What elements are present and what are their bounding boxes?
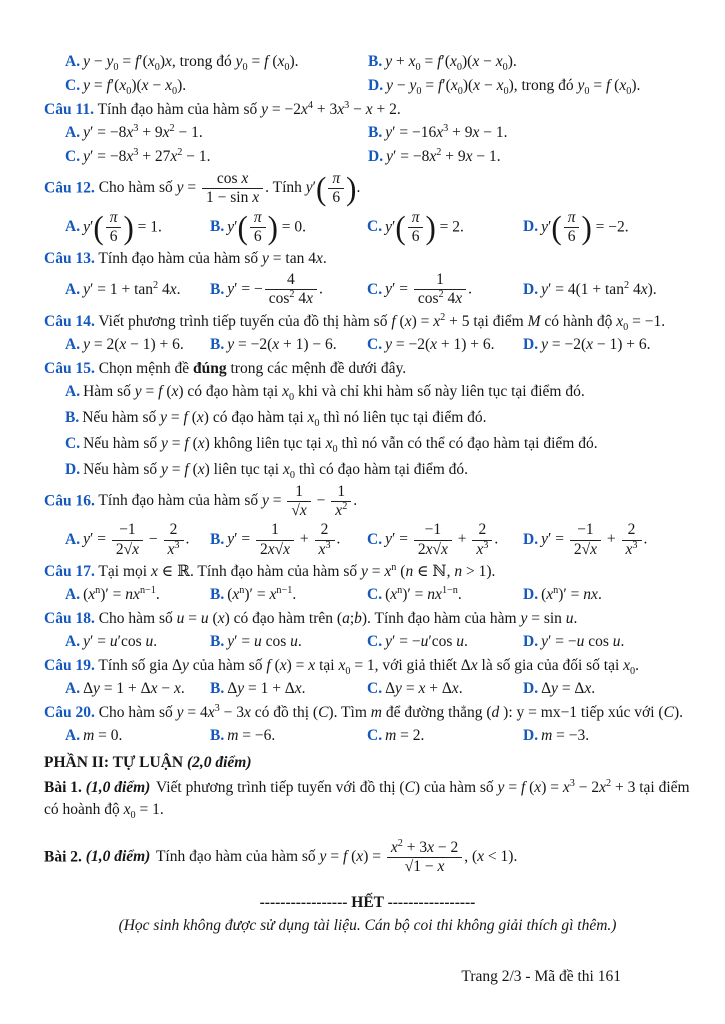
answer-option [367, 584, 523, 606]
option-letter: C. [65, 148, 81, 165]
answer-option [210, 725, 367, 747]
option-text: y′ = $\frac{-1}{2√x}$ + $\frac{2}{x^3}$ . [541, 521, 648, 558]
option-letter: B. [210, 585, 225, 603]
option-letter: D. [523, 679, 539, 697]
option-letter: B. [210, 632, 225, 650]
option-text: y′ = $\frac{-1}{2x√x}$ + $\frac{2}{x^3}$ . [385, 521, 499, 558]
page-footer: Trang 2/3 - Mã đề thi 161 [461, 968, 621, 985]
answer-option [65, 334, 210, 356]
option-letter: B. [210, 218, 225, 236]
answer-option [210, 209, 367, 247]
option-text: $y' = -8x^2 + 9x - 1$. [386, 146, 501, 165]
option-text: $(x^n)' = x^{n-1}$. [227, 584, 297, 603]
answer-option [367, 521, 523, 559]
option-text: m = −3. [541, 726, 590, 744]
question-number: Câu 20. [44, 703, 95, 721]
question-number: Câu 18. [44, 609, 95, 627]
option-text: y′( $\frac{\pi}{6}$ ) = 1. [83, 208, 162, 246]
problem-text: Tính đạo hàm của hàm số y = f (x) = $\frac{x^2 + 3x - 2}{√1 - x}$ , (x < 1). [155, 837, 518, 876]
option-text: y′ = −u′cos u. [385, 632, 468, 650]
question [44, 358, 691, 481]
part2-heading [44, 752, 691, 774]
option-text: $y - y_0 = f'(x_0)(x - x_0)$, trong đó $y_0 = f$ $(x_0)$. [386, 77, 641, 98]
option-text: m = 2. [385, 726, 425, 744]
options-row [44, 271, 691, 309]
answer-option [523, 334, 691, 356]
question-text: Tính đạo hàm của hàm số y = $\frac{1}{√x}$ − $\frac{1}{x^2}$ . [94, 482, 358, 519]
option-text: $(x^n)' = nx^{1-n}$. [385, 584, 462, 603]
option-letter: A. [65, 726, 81, 744]
option-letter: A. [65, 382, 81, 400]
answer-option [210, 631, 367, 653]
option-letter: D. [523, 632, 539, 650]
question-stem [44, 248, 691, 270]
question-text: Cho hàm số $y = 4x^3 - 3x$ có đồ thị (C). Tìm m để đường thẳng (d ): y = mx−1 tiếp xúc với (C). [94, 702, 683, 721]
options-row [44, 209, 691, 247]
option-letter: D. [523, 218, 539, 236]
answer-option [210, 271, 367, 309]
question-text: Tính đạo hàm của hàm số y = tan 4x. [94, 250, 327, 268]
option-letter: C. [65, 77, 81, 94]
answer-option [523, 678, 691, 700]
question-stem [44, 608, 691, 630]
option-letter: C. [367, 280, 383, 298]
options-row [44, 678, 691, 700]
question-number: Câu 14. [44, 312, 95, 330]
question [44, 311, 691, 356]
option-text: $y' = -8x^3 + 27x^2 - 1$. [83, 146, 211, 165]
answer-option [65, 631, 210, 653]
option-text: Hàm số y = f (x) có đạo hàm tại $x_0$ khi và chỉ khi hàm số này liên tục tại điểm đó. [83, 382, 585, 403]
essay-problem-2 [44, 839, 691, 877]
answer-option [523, 279, 691, 301]
question-number: Câu 15. [44, 359, 95, 377]
option-text: $y - y_0 = f'(x_0)x$, trong đó $y_0 = f$ $(x_0)$. [83, 53, 299, 74]
option-text: Δy = 1 + Δx. [227, 679, 306, 697]
options-row [44, 725, 691, 747]
problem-label: Bài 2. [44, 848, 82, 866]
answer-option [210, 678, 367, 700]
option-letter: C. [367, 632, 383, 650]
question-list [44, 51, 691, 747]
question-number: Câu 19. [44, 656, 95, 674]
option-text: y′( $\frac{\pi}{6}$ ) = 0. [227, 208, 307, 246]
option-text: y = −2(x + 1) + 6. [385, 335, 495, 353]
option-letter: B. [368, 53, 383, 70]
answer-option [367, 725, 523, 747]
option-letter: D. [65, 460, 81, 478]
question-number: Câu 12. [44, 179, 95, 197]
option-text: $y' = 4(1 + \tan^2 4x)$. [541, 279, 657, 298]
question-text: Cho hàm số y = $\frac{\text{cos x}}{\text{1 − sin x}}$ . Tính y′( $\frac{\pi}{6}$ ). [94, 170, 361, 208]
answer-option [523, 725, 691, 747]
option-text: y′ = $\frac{1}{\cos^2 4x}$ . [385, 271, 473, 308]
option-text: Nếu hàm số y = f (x) liên tục tại $x_0$ thì có đạo hàm tại điểm đó. [83, 460, 469, 481]
option-letter: A. [65, 531, 81, 549]
options-row [44, 122, 691, 168]
option-text: Δy = 1 + Δx − x. [83, 679, 185, 697]
option-text: $y' = -16x^3 + 9x - 1$. [385, 122, 508, 141]
option-text: y′ = u cos u. [227, 632, 302, 650]
option-letter: B. [65, 408, 80, 426]
answer-option [65, 122, 368, 144]
answer-option [65, 433, 691, 455]
option-letter: B. [368, 124, 383, 141]
answer-option [65, 279, 210, 301]
option-text: $y' = 1 + \tan^2 4x$. [83, 279, 181, 298]
question-text: Viết phương trình tiếp tuyến của đồ thị hàm số f $(x) = x^2 + 5$ tại điểm M có hành độ $x_0 = -1$. [94, 311, 666, 333]
answer-option [367, 334, 523, 356]
answer-option [523, 209, 691, 247]
option-letter: D. [368, 148, 384, 165]
option-text: y = 2(x − 1) + 6. [83, 335, 184, 353]
answer-option [367, 209, 523, 247]
option-letter: A. [65, 124, 81, 141]
option-text: $(x^n)' = nx^{n-1}$. [83, 584, 160, 603]
option-letter: A. [65, 335, 81, 353]
answer-option [367, 271, 523, 309]
answer-option [65, 678, 210, 700]
option-letter: B. [210, 679, 225, 697]
answer-option [368, 51, 691, 73]
part2-points: (2,0 điểm) [186, 753, 252, 771]
option-text: Nếu hàm số y = f (x) có đạo hàm tại $x_0$ thì nó liên tục tại điểm đó. [82, 408, 487, 429]
question-stem [44, 483, 691, 521]
answer-option [367, 631, 523, 653]
option-letter: C. [367, 531, 383, 549]
option-text: y′( $\frac{\pi}{6}$ ) = 2. [385, 208, 464, 246]
option-letter: A. [65, 218, 81, 236]
option-text: y = −2(x + 1) − 6. [227, 335, 337, 353]
question-number: Câu 17. [44, 562, 95, 580]
question-text: Tính số gia Δy của hàm số f (x) = x tại $x_0 = 1$, với giả thiết Δx là số gia của đối số tại $x_0$. [94, 656, 640, 677]
question-stem [44, 655, 691, 677]
end-note: (Học sinh không được sử dụng tài liệu. Cán bộ coi thi không giải thích gì thêm.) [118, 917, 617, 935]
answer-option [65, 459, 691, 481]
option-letter: B. [210, 335, 225, 353]
question [44, 702, 691, 747]
question-stem [44, 702, 691, 724]
option-text: Nếu hàm số y = f (x) không liên tục tại $x_0$ thì nó vẫn có thể có đạo hàm tại điểm đó. [83, 434, 598, 455]
option-text: m = 0. [83, 726, 123, 744]
option-letter: A. [65, 585, 81, 603]
option-letter: C. [65, 434, 81, 452]
question [44, 248, 691, 309]
option-text: y′ = −u cos u. [541, 632, 625, 650]
question [44, 170, 691, 246]
option-letter: B. [210, 726, 225, 744]
option-letter: D. [523, 280, 539, 298]
question-stem [44, 358, 691, 380]
part2-title: PHẦN II: TỰ LUẬN [44, 753, 184, 771]
essay-problem-1 [44, 777, 691, 821]
answer-option [368, 122, 691, 144]
answer-option [523, 584, 691, 606]
option-text: $(x^n)'$ = nx. [541, 584, 602, 603]
option-letter: C. [367, 679, 383, 697]
option-text: Δy = x + Δx. [385, 679, 463, 697]
options-row [44, 334, 691, 356]
option-letter: B. [210, 280, 225, 298]
option-text: y′ = − $\frac{4}{\cos^2 4x}$ . [227, 271, 323, 308]
question [44, 608, 691, 653]
option-text: y = −2(x − 1) + 6. [541, 335, 651, 353]
answer-option [523, 631, 691, 653]
option-letter: C. [367, 218, 383, 236]
option-letter: A. [65, 679, 81, 697]
answer-option [368, 146, 691, 168]
option-letter: B. [210, 531, 225, 549]
option-text: Δy = Δx. [541, 679, 596, 697]
options-row [44, 381, 691, 481]
option-text: y′ = $\frac{-1}{2√x}$ − $\frac{2}{x^3}$ . [83, 521, 190, 558]
option-text: $y' = -8x^3 + 9x^2 - 1$. [83, 122, 203, 141]
options-row [44, 521, 691, 559]
option-letter: D. [368, 77, 384, 94]
option-letter: D. [523, 726, 539, 744]
question [44, 655, 691, 700]
problem-points: (1,0 điểm) [85, 848, 151, 866]
option-text: y′ = u′cos u. [83, 632, 158, 650]
question-text: Chọn mệnh đề đúng trong các mệnh đề dưới đây. [94, 359, 407, 377]
option-letter: D. [523, 531, 539, 549]
question [44, 483, 691, 559]
question-stem [44, 561, 691, 583]
option-letter: D. [523, 335, 539, 353]
question-number: Câu 13. [44, 250, 95, 268]
problem-label: Bài 1. [44, 778, 82, 796]
question-stem [44, 311, 691, 333]
question-number: Câu 11. [44, 101, 94, 118]
option-letter: C. [367, 726, 383, 744]
question [44, 99, 691, 168]
option-letter: C. [367, 335, 383, 353]
answer-option [210, 521, 367, 559]
question-text: Tại mọi x ∈ ℝ. Tính đạo hàm của hàm số $y = x^n$ (n ∈ ℕ, n > 1). [94, 561, 496, 580]
option-text: y′ = $\frac{1}{2x√x}$ + $\frac{2}{x^3}$ . [227, 521, 341, 558]
option-text: m = −6. [227, 726, 276, 744]
end-marker: ----------------- HẾT ----------------- [259, 894, 476, 912]
answer-option [65, 209, 210, 247]
option-letter: D. [523, 585, 539, 603]
option-letter: A. [65, 632, 81, 650]
option-text: y′( $\frac{\pi}{6}$ ) = −2. [541, 208, 629, 246]
answer-option [65, 725, 210, 747]
answer-option [523, 521, 691, 559]
question-number: Câu 16. [44, 492, 95, 510]
answer-option [65, 381, 691, 403]
answer-option [65, 51, 368, 73]
options-row [44, 631, 691, 653]
option-letter: A. [65, 53, 81, 70]
answer-option [65, 584, 210, 606]
answer-option [368, 75, 691, 97]
option-text: $y = f'(x_0)(x - x_0)$. [83, 77, 187, 98]
question-text: Tính đạo hàm của hàm số $y = -2x^4 + 3x^3 - x + 2$. [93, 99, 401, 118]
option-letter: C. [367, 585, 383, 603]
answer-option [65, 521, 210, 559]
options-row [44, 584, 691, 606]
problem-text: Viết phương trình tiếp tuyến với đồ thị (C) của hàm số y = f $(x) = x^3 - 2x^2 + 3$ tại điểm có hoành độ $x_0 = 1$. [44, 777, 690, 821]
option-letter: A. [65, 280, 81, 298]
question-stem [44, 170, 691, 208]
options-row [44, 51, 691, 97]
question [44, 561, 691, 606]
answer-option [65, 75, 368, 97]
question-stem [44, 99, 691, 121]
answer-option [65, 407, 691, 429]
answer-option [367, 678, 523, 700]
answer-option [65, 146, 368, 168]
question-text: Cho hàm số u = u (x) có đạo hàm trên (a;b). Tính đạo hàm của hàm y = sin u. [94, 609, 578, 627]
answer-option [210, 584, 367, 606]
option-text: $y + x_0 = f'(x_0)(x - x_0)$. [385, 53, 517, 74]
answer-option [210, 334, 367, 356]
problem-points: (1,0 điểm) [85, 778, 151, 796]
